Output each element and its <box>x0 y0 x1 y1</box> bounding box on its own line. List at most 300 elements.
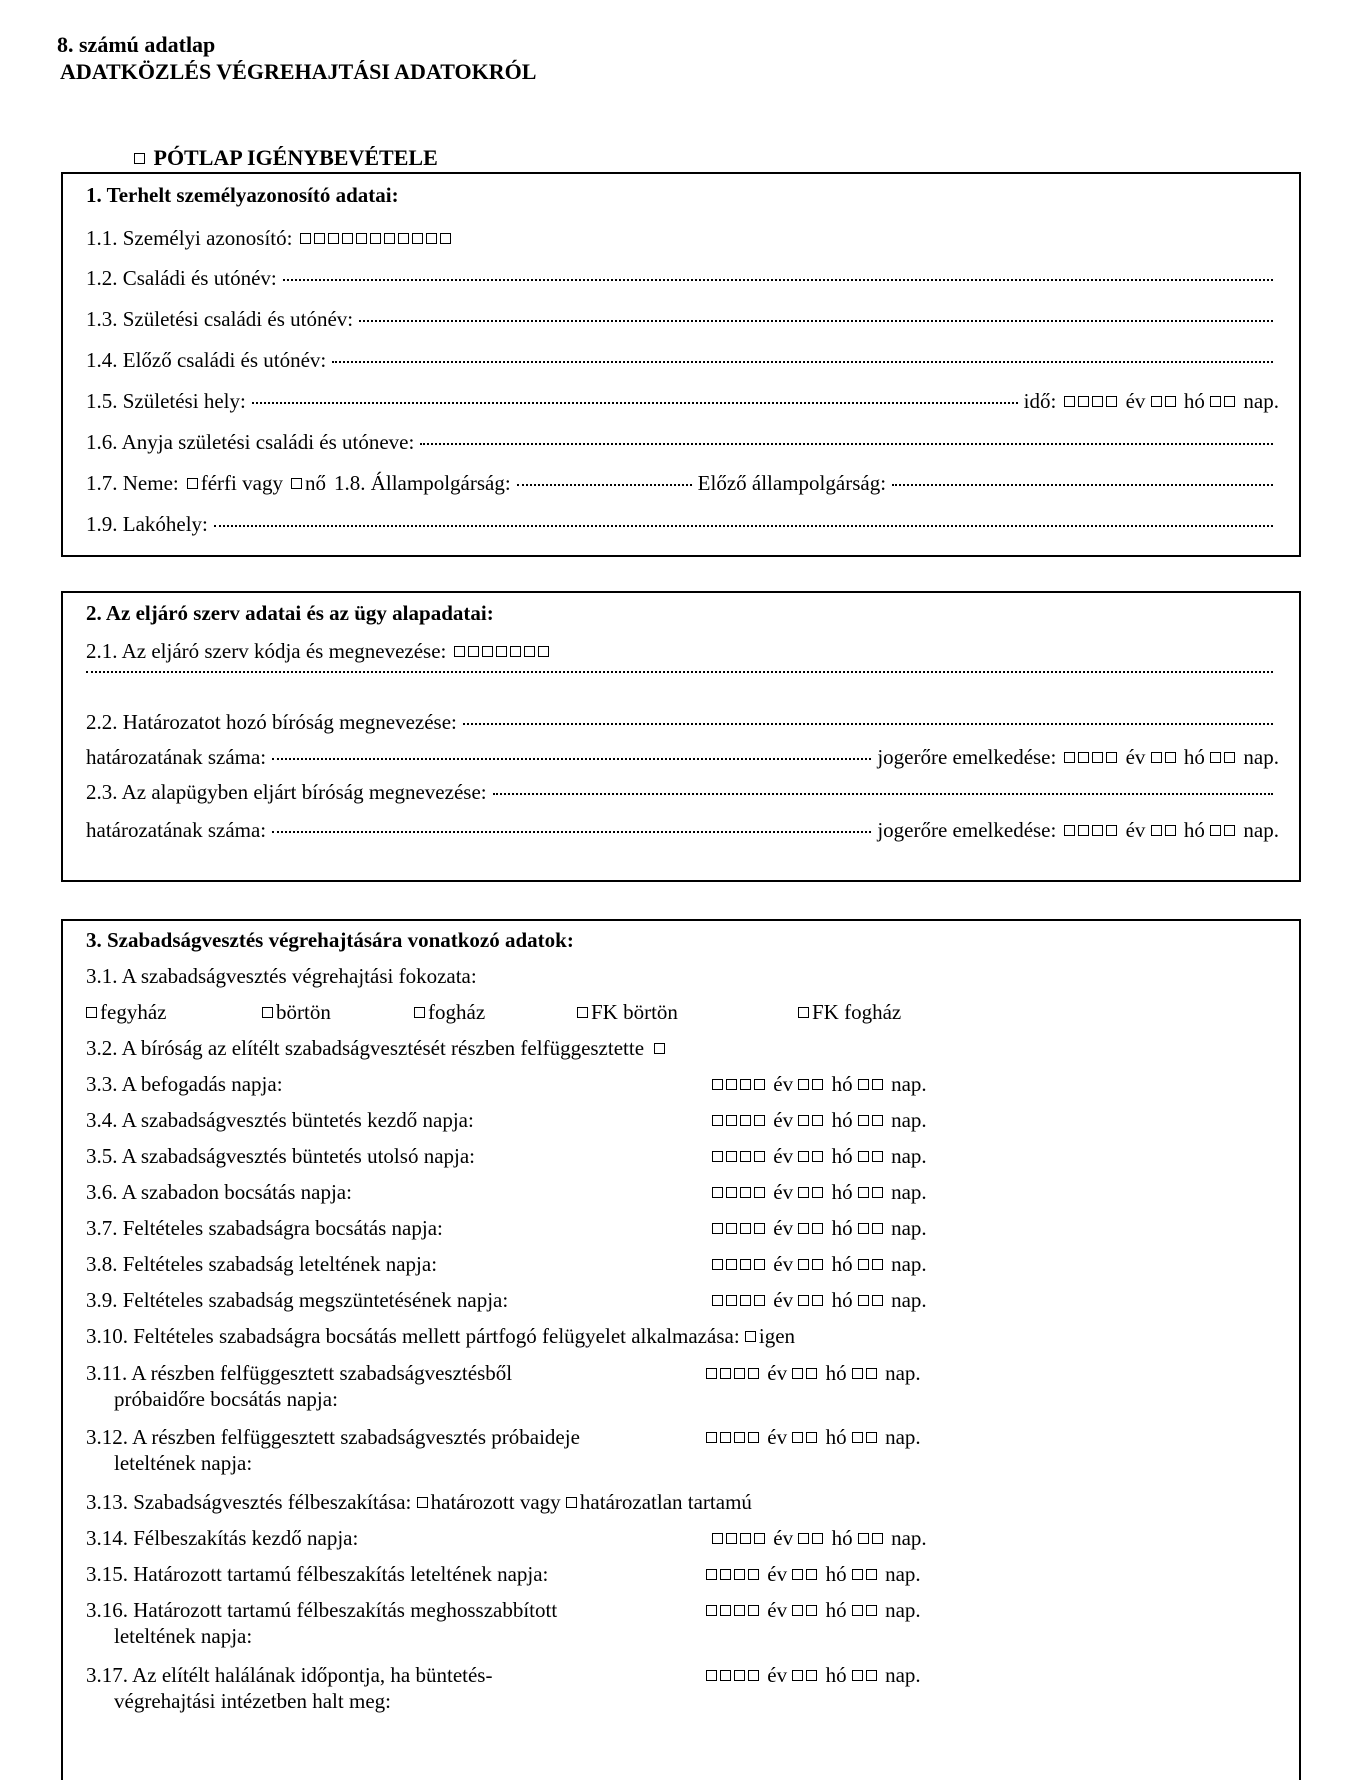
month-label: hó <box>825 1361 847 1385</box>
day-label: nap. <box>891 1108 927 1132</box>
level-fk-foghaz-label: FK fogház <box>812 1000 902 1024</box>
male-checkbox[interactable] <box>187 478 198 489</box>
day-label: nap. <box>885 1663 921 1687</box>
month-cell[interactable] <box>806 1670 817 1681</box>
day-label: nap. <box>885 1562 921 1586</box>
month-label: hó <box>1183 745 1205 769</box>
day-label: nap. <box>1243 389 1279 413</box>
day-cell[interactable] <box>872 1079 883 1090</box>
female-checkbox[interactable] <box>291 478 302 489</box>
digit-cell[interactable] <box>300 233 311 244</box>
label-3-11a: 3.11. A részben felfüggesztett szabadságvesztésből <box>86 1361 513 1385</box>
year-label: év <box>767 1361 788 1385</box>
digit-cell[interactable] <box>538 646 549 657</box>
label-2-2-number: határozatának száma: <box>86 745 267 769</box>
probation-yes-checkbox[interactable] <box>745 1331 756 1342</box>
day-cell[interactable] <box>858 1295 869 1306</box>
month-cell[interactable] <box>812 1533 823 1544</box>
field-2-2[interactable] <box>463 722 1273 725</box>
year-cell[interactable] <box>726 1151 737 1162</box>
month-cell[interactable] <box>806 1432 817 1443</box>
digit-cell[interactable] <box>510 646 521 657</box>
definite-checkbox[interactable] <box>417 1497 428 1508</box>
month-cell[interactable] <box>792 1569 803 1580</box>
day-cell[interactable] <box>866 1432 877 1443</box>
month-cell[interactable] <box>798 1151 809 1162</box>
field-1-5[interactable] <box>252 401 1018 404</box>
male-label: férfi vagy <box>200 471 283 495</box>
day-cell[interactable] <box>852 1368 863 1379</box>
form-number: 8. számú adatlap <box>57 32 216 57</box>
field-1-9[interactable] <box>214 524 1273 527</box>
digit-cell[interactable] <box>328 233 339 244</box>
day-label: nap. <box>891 1072 927 1096</box>
digit-cell[interactable] <box>454 646 465 657</box>
section-2-title: 2. Az eljáró szerv adatai és az ügy alapadatai: <box>86 601 494 625</box>
year-cell[interactable] <box>720 1368 731 1379</box>
field-1-2[interactable] <box>283 278 1273 281</box>
year-cell[interactable] <box>734 1432 745 1443</box>
label-2-3: 2.3. Az alapügyben eljárt bíróság megnevezése: <box>86 780 487 804</box>
probation-yes-label: igen <box>758 1324 796 1348</box>
day-cell[interactable] <box>872 1533 883 1544</box>
year-cell[interactable] <box>740 1187 751 1198</box>
label-3-3: 3.3. A befogadás napja: <box>86 1072 283 1096</box>
year-label: év <box>773 1108 794 1132</box>
year-cell[interactable] <box>1092 752 1103 763</box>
label-3-15: 3.15. Határozott tartamú félbeszakítás leteltének napja: <box>86 1562 549 1586</box>
year-cell[interactable] <box>1064 825 1075 836</box>
level-foghaz <box>414 999 485 1025</box>
label-3-9: 3.9. Feltételes szabadság megszüntetésének napja: <box>86 1288 509 1312</box>
digit-cell[interactable] <box>482 646 493 657</box>
day-label: nap. <box>1243 818 1279 842</box>
year-cell[interactable] <box>706 1569 717 1580</box>
year-cell[interactable] <box>726 1533 737 1544</box>
month-label: hó <box>1183 389 1205 413</box>
year-cell[interactable] <box>706 1432 717 1443</box>
label-3-11b: próbaidőre bocsátás napja: <box>114 1387 338 1411</box>
date-3-14[interactable] <box>712 1525 927 1551</box>
digit-cell[interactable] <box>468 646 479 657</box>
level-fegyhaz <box>86 999 166 1025</box>
definite-label: határozott vagy <box>430 1490 561 1514</box>
year-cell[interactable] <box>712 1187 723 1198</box>
final-date-2-3-boxes[interactable] <box>1064 817 1279 843</box>
year-cell[interactable] <box>726 1187 737 1198</box>
row-3-10 <box>86 1323 795 1349</box>
year-cell[interactable] <box>720 1569 731 1580</box>
digit-cell[interactable] <box>426 233 437 244</box>
level-fk-foghaz-checkbox[interactable] <box>798 1007 809 1018</box>
date-3-4[interactable] <box>712 1107 927 1133</box>
year-cell[interactable] <box>1064 396 1075 407</box>
year-cell[interactable] <box>706 1368 717 1379</box>
day-cell[interactable] <box>866 1605 877 1616</box>
year-cell[interactable] <box>720 1432 731 1443</box>
digit-cell[interactable] <box>524 646 535 657</box>
date-3-12[interactable] <box>706 1424 921 1450</box>
year-cell[interactable] <box>748 1432 759 1443</box>
row-2-2-number <box>86 744 1279 770</box>
day-cell[interactable] <box>866 1670 877 1681</box>
date-3-3[interactable] <box>712 1071 927 1097</box>
label-1-6: 1.6. Anyja születési családi és utóneve: <box>86 430 415 454</box>
day-label: nap. <box>885 1425 921 1449</box>
day-cell[interactable] <box>1210 825 1221 836</box>
row-1-5 <box>86 388 1279 414</box>
year-cell[interactable] <box>720 1605 731 1616</box>
day-cell[interactable] <box>872 1187 883 1198</box>
year-label: év <box>773 1252 794 1276</box>
month-cell[interactable] <box>806 1368 817 1379</box>
year-label: év <box>767 1562 788 1586</box>
year-cell[interactable] <box>712 1223 723 1234</box>
month-label: hó <box>831 1108 853 1132</box>
month-cell[interactable] <box>812 1223 823 1234</box>
year-cell[interactable] <box>748 1569 759 1580</box>
month-cell[interactable] <box>806 1569 817 1580</box>
year-cell[interactable] <box>740 1259 751 1270</box>
label-3-16a: 3.16. Határozott tartamú félbeszakítás meghosszabbított <box>86 1598 558 1622</box>
field-1-8-prev[interactable] <box>892 483 1273 486</box>
digit-cell[interactable] <box>496 646 507 657</box>
month-cell[interactable] <box>1165 396 1176 407</box>
month-cell[interactable] <box>798 1079 809 1090</box>
level-foghaz-checkbox[interactable] <box>414 1007 425 1018</box>
birth-date-boxes[interactable] <box>1064 388 1279 414</box>
year-cell[interactable] <box>734 1569 745 1580</box>
month-cell[interactable] <box>1151 825 1162 836</box>
day-cell[interactable] <box>852 1605 863 1616</box>
year-cell[interactable] <box>754 1187 765 1198</box>
day-cell[interactable] <box>1224 825 1235 836</box>
row-1-7 <box>86 470 1279 496</box>
year-cell[interactable] <box>748 1605 759 1616</box>
label-3-6: 3.6. A szabadon bocsátás napja: <box>86 1180 352 1204</box>
year-label: év <box>773 1288 794 1312</box>
month-label: hó <box>825 1425 847 1449</box>
year-cell[interactable] <box>734 1670 745 1681</box>
year-cell[interactable] <box>726 1295 737 1306</box>
year-cell[interactable] <box>706 1670 717 1681</box>
month-cell[interactable] <box>792 1432 803 1443</box>
day-label: nap. <box>891 1216 927 1240</box>
row-1-3 <box>86 306 1279 332</box>
label-3-12b: leteltének napja: <box>114 1451 253 1475</box>
label-3-13: 3.13. Szabadságvesztés félbeszakítása: <box>86 1490 412 1514</box>
month-cell[interactable] <box>798 1223 809 1234</box>
day-cell[interactable] <box>858 1259 869 1270</box>
field-2-3[interactable] <box>493 792 1273 795</box>
year-cell[interactable] <box>740 1223 751 1234</box>
month-label: hó <box>1183 818 1205 842</box>
year-cell[interactable] <box>740 1533 751 1544</box>
day-cell[interactable] <box>872 1223 883 1234</box>
year-cell[interactable] <box>1064 752 1075 763</box>
year-cell[interactable] <box>754 1295 765 1306</box>
month-label: hó <box>831 1144 853 1168</box>
year-cell[interactable] <box>706 1605 717 1616</box>
year-cell[interactable] <box>712 1151 723 1162</box>
label-2-1: 2.1. Az eljáró szerv kódja és megnevezése: <box>86 639 447 663</box>
date-3-6[interactable] <box>712 1179 927 1205</box>
year-cell[interactable] <box>1106 752 1117 763</box>
month-cell[interactable] <box>798 1187 809 1198</box>
day-cell[interactable] <box>866 1368 877 1379</box>
row-1-4 <box>86 347 1279 373</box>
date-3-8[interactable] <box>712 1251 927 1277</box>
level-fk-borton <box>577 999 678 1025</box>
day-cell[interactable] <box>872 1151 883 1162</box>
date-3-17[interactable] <box>706 1662 921 1688</box>
label-2-3-number: határozatának száma: <box>86 818 267 842</box>
day-cell[interactable] <box>858 1115 869 1126</box>
level-fk-foghaz <box>798 999 901 1025</box>
month-label: hó <box>831 1216 853 1240</box>
level-fegyhaz-checkbox[interactable] <box>86 1007 97 1018</box>
indefinite-checkbox[interactable] <box>566 1497 577 1508</box>
day-label: nap. <box>891 1288 927 1312</box>
year-cell[interactable] <box>740 1295 751 1306</box>
year-cell[interactable] <box>726 1079 737 1090</box>
year-cell[interactable] <box>740 1151 751 1162</box>
year-label: év <box>1125 745 1146 769</box>
month-cell[interactable] <box>806 1605 817 1616</box>
digit-cell[interactable] <box>440 233 451 244</box>
month-cell[interactable] <box>798 1259 809 1270</box>
label-3-16b: leteltének napja: <box>114 1624 253 1648</box>
year-cell[interactable] <box>748 1670 759 1681</box>
year-cell[interactable] <box>1106 396 1117 407</box>
year-cell[interactable] <box>1106 825 1117 836</box>
month-cell[interactable] <box>812 1079 823 1090</box>
year-cell[interactable] <box>712 1533 723 1544</box>
date-3-11[interactable] <box>706 1360 921 1386</box>
final-date-2-2-boxes[interactable] <box>1064 744 1279 770</box>
level-borton-checkbox[interactable] <box>262 1007 273 1018</box>
month-label: hó <box>825 1562 847 1586</box>
month-label: hó <box>825 1598 847 1622</box>
row-2-2 <box>86 709 1279 735</box>
date-3-16[interactable] <box>706 1597 921 1623</box>
year-cell[interactable] <box>1078 752 1089 763</box>
year-label: év <box>773 1072 794 1096</box>
month-cell[interactable] <box>812 1295 823 1306</box>
label-3-8: 3.8. Feltételes szabadság leteltének napja: <box>86 1252 438 1276</box>
day-label: nap. <box>891 1144 927 1168</box>
level-fk-borton-label: FK börtön <box>591 1000 678 1024</box>
row-3-2 <box>86 1035 668 1061</box>
year-cell[interactable] <box>712 1295 723 1306</box>
month-label: hó <box>831 1072 853 1096</box>
label-3-14: 3.14. Félbeszakítás kezdő napja: <box>86 1526 359 1550</box>
month-label: hó <box>831 1252 853 1276</box>
digit-cell[interactable] <box>314 233 325 244</box>
month-cell[interactable] <box>792 1605 803 1616</box>
level-borton <box>262 999 331 1025</box>
label-1-3: 1.3. Születési családi és utónév: <box>86 307 354 331</box>
day-cell[interactable] <box>858 1079 869 1090</box>
label-3-5: 3.5. A szabadságvesztés büntetés utolsó napja: <box>86 1144 476 1168</box>
level-borton-label: börtön <box>276 1000 331 1024</box>
year-cell[interactable] <box>726 1115 737 1126</box>
day-label: nap. <box>885 1361 921 1385</box>
month-cell[interactable] <box>1151 752 1162 763</box>
label-2-3-final: jogerőre emelkedése: <box>877 818 1057 842</box>
label-1-5-time: idő: <box>1023 389 1057 413</box>
row-1-6 <box>86 429 1279 455</box>
row-2-1-name <box>86 674 1279 677</box>
row-2-3 <box>86 779 1279 805</box>
year-cell[interactable] <box>734 1605 745 1616</box>
year-cell[interactable] <box>1078 825 1089 836</box>
label-1-2: 1.2. Családi és utónév: <box>86 266 277 290</box>
label-3-4: 3.4. A szabadságvesztés büntetés kezdő napja: <box>86 1108 474 1132</box>
year-label: év <box>767 1663 788 1687</box>
row-1-1 <box>86 225 454 251</box>
digit-cell[interactable] <box>342 233 353 244</box>
day-cell[interactable] <box>858 1151 869 1162</box>
field-1-6[interactable] <box>420 442 1273 445</box>
label-3-2: 3.2. A bíróság az elítélt szabadságvesztését részben felfüggesztette <box>86 1036 645 1060</box>
agency-code-boxes[interactable] <box>454 638 552 664</box>
month-cell[interactable] <box>1165 752 1176 763</box>
row-1-2 <box>86 265 1279 291</box>
digit-cell[interactable] <box>398 233 409 244</box>
field-2-3-number[interactable] <box>272 830 871 833</box>
day-cell[interactable] <box>858 1533 869 1544</box>
day-cell[interactable] <box>1224 752 1235 763</box>
female-label: nő <box>304 471 326 495</box>
year-label: év <box>1125 818 1146 842</box>
year-cell[interactable] <box>754 1259 765 1270</box>
label-1-5: 1.5. Születési hely: <box>86 389 246 413</box>
field-1-3[interactable] <box>359 319 1273 322</box>
day-label: nap. <box>891 1526 927 1550</box>
level-fk-borton-checkbox[interactable] <box>577 1007 588 1018</box>
digit-cell[interactable] <box>412 233 423 244</box>
label-1-9: 1.9. Lakóhely: <box>86 512 208 536</box>
day-cell[interactable] <box>866 1569 877 1580</box>
level-foghaz-label: fogház <box>428 1000 486 1024</box>
date-3-9[interactable] <box>712 1287 927 1313</box>
year-label: év <box>773 1526 794 1550</box>
field-2-2-number[interactable] <box>272 757 871 760</box>
year-cell[interactable] <box>726 1223 737 1234</box>
label-2-2-final: jogerőre emelkedése: <box>877 745 1057 769</box>
year-cell[interactable] <box>754 1223 765 1234</box>
label-3-12a: 3.12. A részben felfüggesztett szabadságvesztés próbaideje <box>86 1425 580 1449</box>
month-cell[interactable] <box>798 1295 809 1306</box>
year-cell[interactable] <box>748 1368 759 1379</box>
day-cell[interactable] <box>1210 396 1221 407</box>
year-cell[interactable] <box>740 1079 751 1090</box>
year-cell[interactable] <box>720 1670 731 1681</box>
month-cell[interactable] <box>792 1670 803 1681</box>
day-cell[interactable] <box>858 1223 869 1234</box>
label-1-8: 1.8. Állampolgárság: <box>333 471 511 495</box>
partial-suspension-checkbox[interactable] <box>654 1043 665 1054</box>
year-cell[interactable] <box>1078 396 1089 407</box>
supplement-row <box>134 145 438 171</box>
day-cell[interactable] <box>852 1670 863 1681</box>
year-cell[interactable] <box>754 1079 765 1090</box>
month-cell[interactable] <box>812 1151 823 1162</box>
supplement-checkbox[interactable] <box>134 153 145 164</box>
day-label: nap. <box>891 1180 927 1204</box>
month-label: hó <box>831 1526 853 1550</box>
day-cell[interactable] <box>858 1187 869 1198</box>
form-title: ADATKÖZLÉS VÉGREHAJTÁSI ADATOKRÓL <box>60 59 537 84</box>
digit-cell[interactable] <box>356 233 367 244</box>
month-cell[interactable] <box>812 1259 823 1270</box>
day-cell[interactable] <box>852 1432 863 1443</box>
month-cell[interactable] <box>1165 825 1176 836</box>
day-cell[interactable] <box>852 1569 863 1580</box>
year-cell[interactable] <box>726 1259 737 1270</box>
day-cell[interactable] <box>1224 396 1235 407</box>
year-cell[interactable] <box>754 1115 765 1126</box>
year-cell[interactable] <box>1092 396 1103 407</box>
level-fegyhaz-label: fegyház <box>100 1000 167 1024</box>
year-cell[interactable] <box>712 1259 723 1270</box>
date-3-5[interactable] <box>712 1143 927 1169</box>
month-cell[interactable] <box>798 1115 809 1126</box>
year-label: év <box>767 1598 788 1622</box>
month-label: hó <box>831 1180 853 1204</box>
digit-cell[interactable] <box>370 233 381 244</box>
label-1-8-prev: Előző állampolgárság: <box>697 471 887 495</box>
month-cell[interactable] <box>812 1187 823 1198</box>
year-cell[interactable] <box>1092 825 1103 836</box>
month-cell[interactable] <box>798 1533 809 1544</box>
row-2-3-number <box>86 817 1279 843</box>
year-cell[interactable] <box>734 1368 745 1379</box>
day-cell[interactable] <box>1210 752 1221 763</box>
label-1-7: 1.7. Neme: <box>86 471 179 495</box>
label-1-1: 1.1. Személyi azonosító: <box>86 226 293 250</box>
field-1-4[interactable] <box>332 360 1273 363</box>
field-1-8[interactable] <box>517 483 692 486</box>
label-1-4: 1.4. Előző családi és utónév: <box>86 348 327 372</box>
year-cell[interactable] <box>712 1115 723 1126</box>
day-cell[interactable] <box>872 1115 883 1126</box>
year-label: év <box>773 1216 794 1240</box>
label-3-10: 3.10. Feltételes szabadságra bocsátás mellett pártfogó felügyelet alkalmazása: <box>86 1324 740 1348</box>
field-2-1-name[interactable] <box>86 670 1273 673</box>
indefinite-label: határozatlan tartamú <box>579 1490 752 1514</box>
section-3-title: 3. Szabadságvesztés végrehajtására vonatkozó adatok: <box>86 928 574 952</box>
year-cell[interactable] <box>712 1079 723 1090</box>
month-cell[interactable] <box>792 1368 803 1379</box>
year-label: év <box>767 1425 788 1449</box>
year-cell[interactable] <box>754 1533 765 1544</box>
month-cell[interactable] <box>1151 396 1162 407</box>
day-label: nap. <box>891 1252 927 1276</box>
personal-id-boxes[interactable] <box>300 225 454 251</box>
day-cell[interactable] <box>872 1295 883 1306</box>
month-cell[interactable] <box>812 1115 823 1126</box>
year-cell[interactable] <box>754 1151 765 1162</box>
day-cell[interactable] <box>872 1259 883 1270</box>
row-2-1 <box>86 638 552 664</box>
date-3-7[interactable] <box>712 1215 927 1241</box>
date-3-15[interactable] <box>706 1561 921 1587</box>
month-label: hó <box>825 1663 847 1687</box>
year-cell[interactable] <box>740 1115 751 1126</box>
digit-cell[interactable] <box>384 233 395 244</box>
